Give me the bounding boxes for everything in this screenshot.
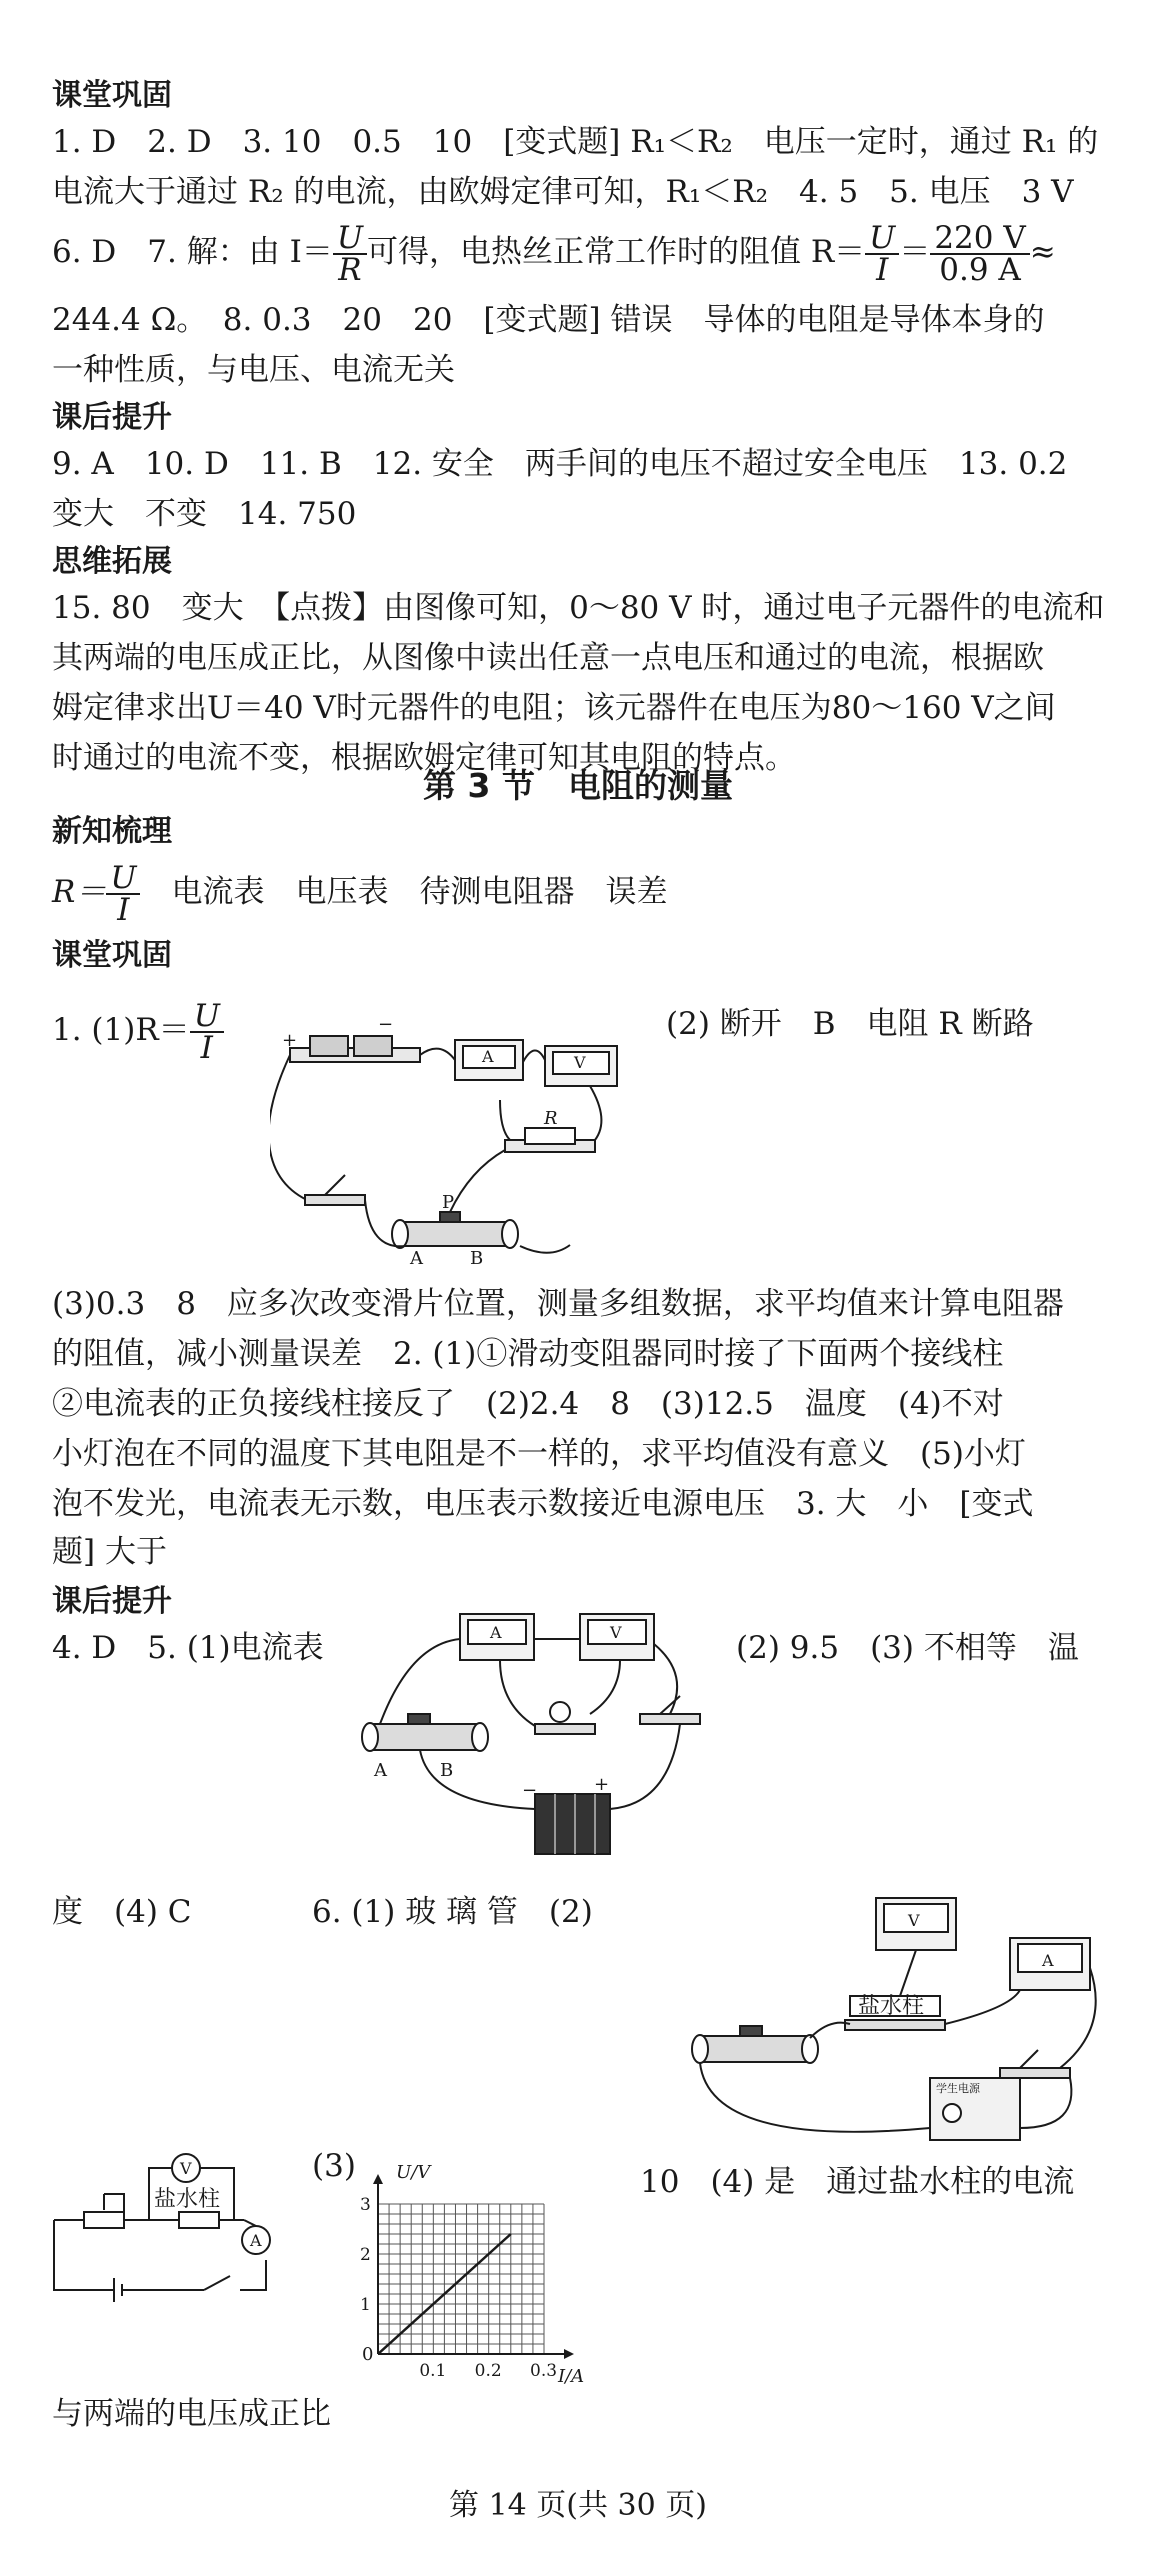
- fraction-numerator: U: [190, 1001, 224, 1033]
- plus-label: +: [594, 1774, 610, 1795]
- fraction-numerator: U: [333, 223, 367, 255]
- y-tick-label: 1: [360, 2295, 371, 2315]
- answer-line-fraction: [52, 990, 224, 1070]
- circuit-figure-1: [270, 1000, 650, 1270]
- circuit-diagram: [44, 2150, 294, 2310]
- x-tick-label: 0.3: [530, 2361, 558, 2381]
- text-segment: 可得，电热丝正常工作时的阻值 R＝: [366, 234, 866, 270]
- terminal-b-label: B: [470, 1248, 484, 1269]
- fraction-denominator: I: [876, 251, 889, 288]
- voltmeter-label: V: [908, 1911, 920, 1930]
- slider-label: P: [442, 1192, 455, 1213]
- fraction: [106, 859, 140, 928]
- text-segment: 1. (1)R＝: [52, 1012, 190, 1048]
- answer-line: 与两端的电压成正比: [52, 2396, 331, 2432]
- heading-after-class: 课后提升: [52, 400, 172, 435]
- answer-line: 9. A 10. D 11. B 12. 安全 两手间的电压不超过安全电压 13. 0.2: [52, 446, 1068, 482]
- y-axis-label: U/V: [396, 2162, 431, 2183]
- answer-line: 其两端的电压成正比，从图像中读出任意一点电压和通过的电流，根据欧: [52, 640, 1044, 676]
- voltmeter-label: V: [574, 1053, 586, 1072]
- answer-line: 一种性质，与电压、电流无关: [52, 352, 455, 388]
- voltmeter-label: V: [610, 1623, 622, 1642]
- minus-label: −: [522, 1780, 538, 1801]
- plus-label: +: [282, 1030, 298, 1051]
- ammeter-label: A: [490, 1623, 502, 1642]
- circuit-figure-2: [350, 1604, 720, 1874]
- fraction-denominator: I: [117, 891, 130, 928]
- answer-line-fraction: [52, 852, 667, 932]
- salt-column-label: 盐水柱: [858, 1994, 925, 2019]
- ammeter-label: A: [482, 1047, 494, 1066]
- fraction: [865, 219, 899, 288]
- fraction-numerator: U: [106, 863, 140, 895]
- fraction-denominator: R: [338, 251, 362, 288]
- fraction-numerator: U: [865, 223, 899, 255]
- circuit-figure-3: [690, 1888, 1120, 2178]
- answer-line: 15. 80 变大 【点拨】由图像可知，0～80 V 时，通过电子元器件的电流和: [52, 590, 1105, 626]
- power-supply-label: 学生电源: [936, 2082, 980, 2095]
- answer-line: 244.4 Ω。 8. 0.3 20 20 [变式题] 错误 导体的电阻是导体本身的: [52, 302, 1045, 338]
- x-axis-label: I/A: [558, 2366, 585, 2387]
- answer-text: (3): [312, 2148, 356, 2184]
- page-footer: 第 14 页(共 30 页): [449, 2488, 707, 2523]
- heading-classroom-review: 课堂巩固: [52, 78, 172, 113]
- text-segment: 6. D 7. 解：由 I＝: [52, 234, 333, 270]
- section-title: 第 3 节 电阻的测量: [423, 766, 733, 805]
- ammeter-label: A: [1042, 1951, 1054, 1970]
- text-segment: R＝: [52, 874, 107, 910]
- heading-thinking-extension: 思维拓展: [52, 544, 172, 579]
- fraction: [333, 219, 367, 288]
- x-tick-label: 0.2: [474, 2361, 502, 2381]
- x-tick-label: 0.1: [419, 2361, 447, 2381]
- answer-line: 泡不发光，电流表无示数，电压表示数接近电源电压 3. 大 小 [变式: [52, 1486, 1034, 1522]
- answer-line: 题] 大于: [52, 1534, 167, 1570]
- answer-line: ②电流表的正负接线柱接反了 (2)2.4 8 (3)12.5 温度 (4)不对: [52, 1386, 1004, 1422]
- ammeter-label: A: [250, 2231, 262, 2250]
- fraction-denominator: 0.9 A: [939, 251, 1021, 288]
- heading-new-knowledge: 新知梳理: [52, 814, 172, 849]
- answer-line: 电流大于通过 R₂ 的电流，由欧姆定律可知，R₁＜R₂ 4. 5 5. 电压 3 V: [52, 174, 1074, 210]
- fraction-numerator: 220 V: [930, 223, 1029, 255]
- x-axis-arrow: [564, 2349, 574, 2359]
- y-tick-label: 3: [360, 2195, 371, 2215]
- answer-text: 6. (1) 玻 璃 管 (2): [312, 1894, 593, 1930]
- salt-column-label: 盐水柱: [154, 2187, 221, 2212]
- answer-line-fraction: [52, 212, 1056, 292]
- text-segment: ≈: [1029, 234, 1056, 270]
- answer-line: 的阻值，减小测量误差 2. (1)①滑动变阻器同时接了下面两个接线柱: [52, 1336, 1004, 1372]
- y-axis-arrow: [373, 2174, 383, 2184]
- terminal-a-label: A: [374, 1760, 387, 1781]
- terminal-a-label: A: [410, 1248, 423, 1269]
- resistor-label: R: [544, 1108, 558, 1129]
- answer-text: 4. D 5. (1)电流表: [52, 1630, 324, 1666]
- answer-text: 度 (4) C: [52, 1894, 192, 1930]
- answer-line: 姆定律求出U＝40 V时元器件的电阻；该元器件在电压为80～160 V之间: [52, 690, 1056, 726]
- answer-line: 变大 不变 14. 750: [52, 496, 357, 532]
- fraction: [190, 997, 224, 1066]
- origin-label: 0: [362, 2344, 374, 2365]
- answer-line: 1. D 2. D 3. 10 0.5 10 [变式题] R₁＜R₂ 电压一定时，通过 R₁ 的: [52, 124, 1099, 160]
- answer-line: 时通过的电流不变，根据欧姆定律可知其电阻的特点。: [52, 740, 796, 776]
- y-tick-label: 2: [360, 2245, 371, 2265]
- answer-line: (3)0.3 8 应多次改变滑片位置，测量多组数据，求平均值来计算电阻器: [52, 1286, 1064, 1322]
- fraction-denominator: I: [200, 1029, 213, 1066]
- voltmeter-label: V: [180, 2159, 192, 2178]
- u-i-chart: [340, 2160, 610, 2390]
- terminal-b-label: B: [440, 1760, 454, 1781]
- answer-text: (2) 断开 B 电阻 R 断路: [666, 1006, 1034, 1042]
- answer-text: 10 (4) 是 通过盐水柱的电流: [640, 2164, 1075, 2200]
- text-segment: 电流表 电压表 待测电阻器 误差: [140, 874, 668, 910]
- text-segment: ＝: [899, 234, 931, 270]
- answer-line: 小灯泡在不同的温度下其电阻是不一样的，求平均值没有意义 (5)小灯: [52, 1436, 1026, 1472]
- heading-classroom-review-2: 课堂巩固: [52, 938, 172, 973]
- heading-after-class-2: 课后提升: [52, 1584, 172, 1619]
- fraction: [930, 219, 1029, 288]
- minus-label: −: [378, 1014, 394, 1035]
- answer-text: (2) 9.5 (3) 不相等 温: [736, 1630, 1079, 1666]
